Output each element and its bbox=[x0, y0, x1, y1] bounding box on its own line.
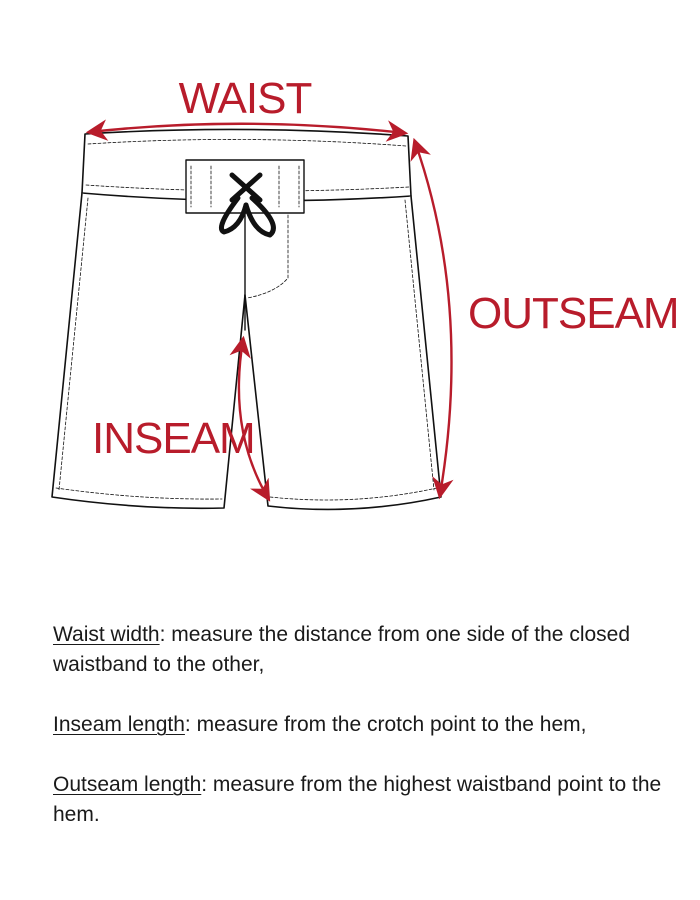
measurement-instructions bbox=[53, 620, 673, 860]
right-leg bbox=[245, 196, 441, 509]
outseam-term: Outseam length bbox=[53, 773, 202, 796]
waist-label: WAIST bbox=[178, 74, 312, 123]
outseam-label: OUTSEAM bbox=[468, 289, 679, 338]
inseam-description: : measure from the crotch point to the hem, bbox=[184, 713, 587, 736]
outseam-description: : measure from the highest waistband point to the hem. bbox=[53, 773, 662, 826]
inseam-label: INSEAM bbox=[92, 414, 255, 463]
inseam-term: Inseam length bbox=[53, 713, 185, 736]
waist-term: Waist width bbox=[53, 623, 160, 646]
outseam-instruction bbox=[53, 770, 673, 830]
waist-description: : measure the distance from one side of the closed waistband to the other, bbox=[53, 623, 631, 676]
inseam-instruction bbox=[53, 710, 673, 740]
waist-instruction bbox=[53, 620, 673, 680]
